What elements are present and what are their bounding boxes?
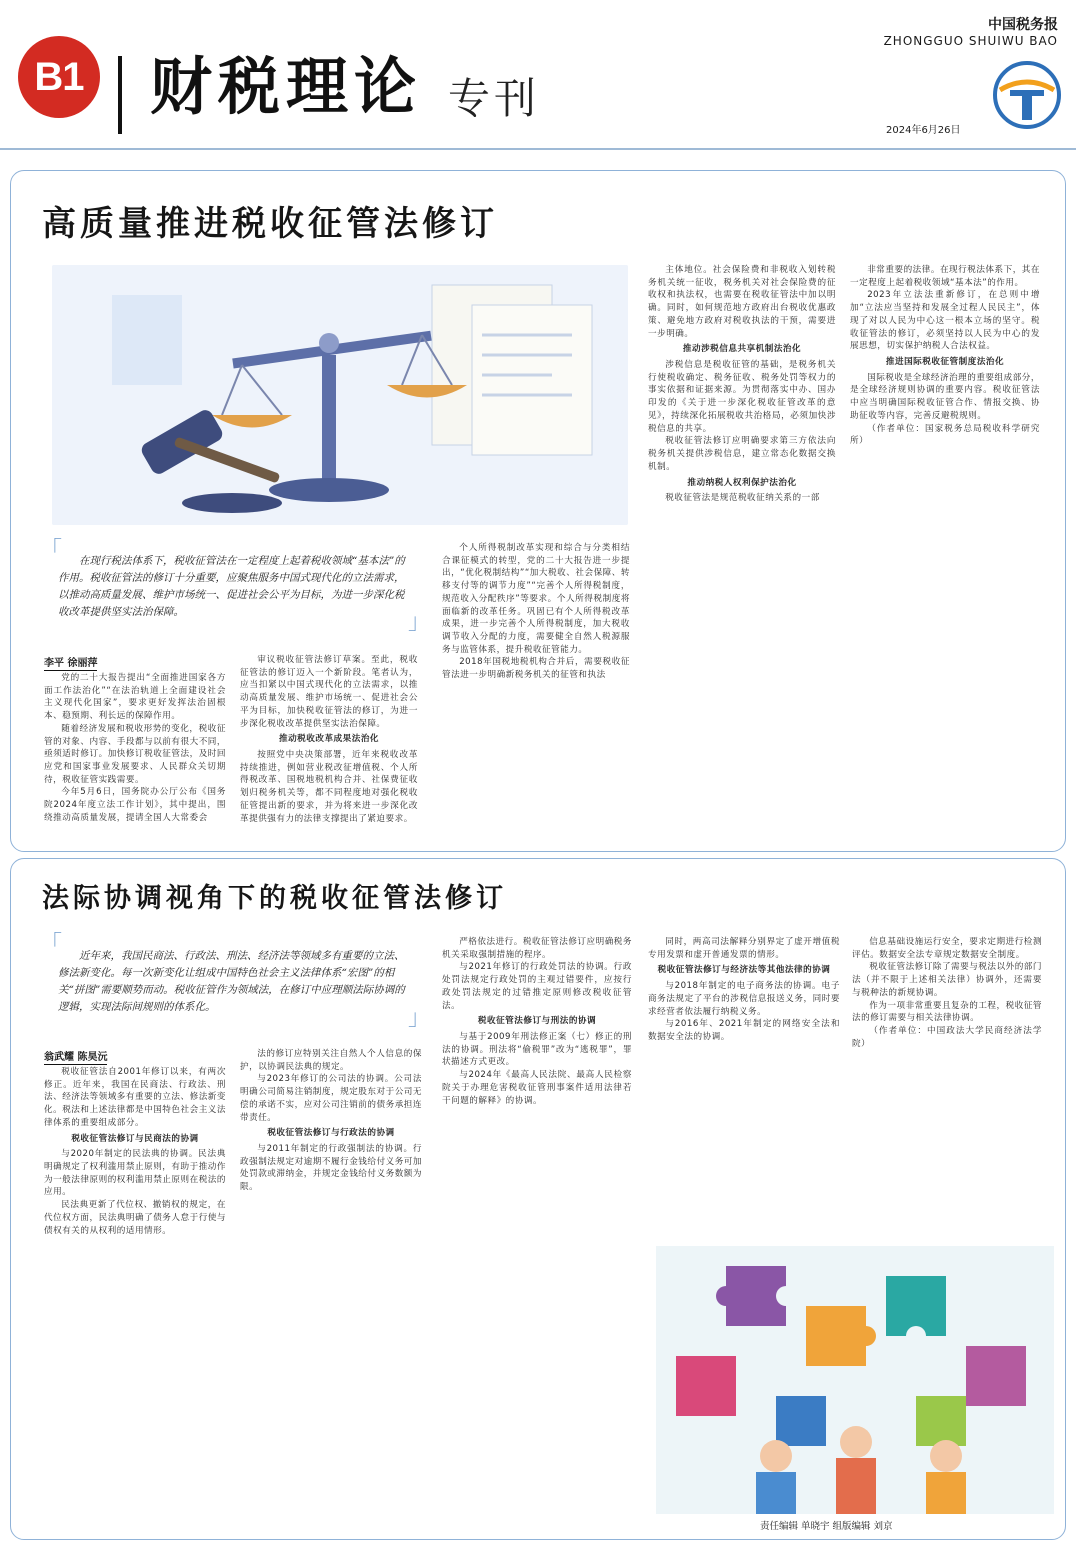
section-title: 财税理论 <box>150 50 423 123</box>
article-2-column-2 <box>240 1048 422 1528</box>
paragraph: （作者单位：中国政法大学民商经济法学院） <box>852 1026 1042 1049</box>
newspaper-logo-icon <box>992 60 1062 130</box>
paragraph: 与2020年制定的民法典的协调。民法典明确规定了权利滥用禁止原则，有助于推动作为一般法律原则的权利滥用禁止原则在税法的应用。 <box>44 1149 226 1198</box>
article-1-column-2 <box>240 654 418 842</box>
article-1-headline: 高质量推进税收征管法修订 <box>42 204 498 244</box>
article-2-column-1 <box>44 1066 226 1528</box>
subheading: 推动纳税人权利保护法治化 <box>687 477 797 488</box>
paragraph: 随着经济发展和税收形势的变化，税收征管的对象、内容、手段都与以前有很大不同，亟须适时修订。加快修订税收征管法，及时回应党和国家事业发展要求、人民群众关切期待，税收征管实践需要。 <box>44 723 226 785</box>
paragraph: 今年5月6日，国务院办公厅公布《国务院2024年度立法工作计划》，其中提出，围绕推动高质量发展，提请全国人大常委会 <box>44 787 226 823</box>
paragraph: 严格依法进行。税收征管法修订应明确税务机关采取强制措施的程序。 <box>442 937 632 960</box>
paragraph: 税收征管法修订除了需要与税法以外的部门法（并不限于上述相关法律）协调外，还需要与税种法的新规协调。 <box>852 962 1042 998</box>
subheading: 推进国际税收征管制度法治化 <box>885 357 1005 368</box>
paragraph: 信息基础设施运行安全，要求定期进行检测评估。数据安全法专章规定数据安全制度。 <box>852 937 1042 960</box>
paragraph: 作为一项非常重要且复杂的工程，税收征管法的修订需要与相关法律协调。 <box>852 1000 1042 1024</box>
paper-name-cn: 中国税务报 <box>988 17 1058 33</box>
paragraph: 与2018年制定的电子商务法的协调。电子商务法规定了平台的涉税信息报送义务，同时要求经营者依法履行纳税义务。 <box>648 981 840 1017</box>
quote-open-icon: 「 <box>40 932 63 957</box>
article-1-abstract: 在现行税法体系下，税收征管法在一定程度上起着税收领域“基本法”的作用。税收征管法的修订十分重要，应聚焦服务中国式现代化的立法需求，以推动高质量发展、维护市场统一、促进社会公平为目标，为进一步深化税收改革提供坚实法治保障。 <box>58 555 405 618</box>
paragraph: 按照党中央决策部署，近年来税收改革持续推进，例如营业税改征增值税、个人所得税改革、国税地税机构合并、社保费征收划归税务机关等，都不同程度地对强化税收征管提出新的要求，并为将来进一步深化改革提供强有力的法律支撑提出了紧迫要求。 <box>240 750 418 824</box>
subheading: 税收征管法修订与行政法的协调 <box>267 1128 395 1139</box>
paragraph: 非常重要的法律。在现行税法体系下，其在一定程度上起着税收领域“基本法”的作用。 <box>850 265 1040 288</box>
paragraph: 审议税收征管法修订草案。至此，税收征管法的修订迈入一个新阶段。笔者认为，应当扣紧以中国式现代化的立法需求，以推动高质量发展、维护市场统一、促进社会公平为目标，加快税收征管法的修订，为进一步深化税收改革提供坚实法治保障。 <box>240 655 418 729</box>
masthead-rule <box>0 148 1076 150</box>
paragraph: 党的二十大报告提出“全面推进国家各方面工作法治化”“在法治轨道上全面建设社会主义现代化国家”，要求更好发挥法治固根本、稳预期、利长远的保障作用。 <box>44 673 226 722</box>
section-badge: B1 <box>18 36 100 118</box>
paragraph: 涉税信息是税收征管的基础，是税务机关行使税收确定、税务征收、税务处罚等权力的事实依据和证据来源。为贯彻落实中办、国办印发的《关于进一步深化税收征管改革的意见》，持续深化拓展税收共治格局，必须加快涉税信息的共享。 <box>648 360 836 434</box>
masthead-divider <box>118 56 122 134</box>
quote-close-icon: 」 <box>408 610 431 635</box>
paragraph: 与2021年修订的行政处罚法的协调。行政处罚法规定行政处罚的主观过错要件，应按行政处罚法规定的过错推定原则修改税收征管法。 <box>442 962 632 1011</box>
article-2-column-4 <box>648 936 840 1238</box>
paragraph: 同时，两高司法解释分别界定了虚开增值税专用发票和虚开普通发票的情形。 <box>648 937 840 960</box>
article-1-column-5 <box>850 264 1040 842</box>
quote-close-icon: 」 <box>408 1006 431 1031</box>
article-1-column-3 <box>442 542 630 842</box>
subheading: 推动税收改革成果法治化 <box>278 734 380 745</box>
paragraph: 与2024年《最高人民法院、最高人民检察院关于办理危害税收征管刑事案件适用法律若干问题的解释》的协调。 <box>442 1070 632 1106</box>
paragraph: 法的修订应特别关注自然人个人信息的保护，以协调民法典的规定。 <box>240 1049 422 1072</box>
subheading: 推动涉税信息共享机制法治化 <box>682 344 802 355</box>
paragraph: 国际税收是全球经济治理的重要组成部分，是全球经济规则协调的重要内容。税收征管法中应当明确国际税收征管合作、情报交换、协助征收等内容，完善反避税规则。 <box>850 372 1040 421</box>
puzzle-teamwork-illustration <box>656 1246 1054 1514</box>
paragraph: 与2016年、2021年制定的网络安全法和数据安全法的协调。 <box>648 1019 840 1043</box>
paper-name-en: ZHONGGUO SHUIWU BAO <box>883 34 1058 48</box>
article-2-abstract: 近年来，我国民商法、行政法、刑法、经济法等领域多有重要的立法、修法新变化。每一次新变化让组成中国特色社会主义法律体系“宏图”的相关“拼图”需要顺势而动。税收征管作为领域法，在修订中应理顺法际协调的逻辑，实现法际间规则的体系化。 <box>58 950 405 1013</box>
paragraph: 与基于2009年刑法修正案（七）修正的刑法的协调。刑法将“偷税罪”改为“逃税罪”，罪状描述方式更改。 <box>442 1032 632 1068</box>
scales-of-justice-illustration <box>52 265 628 525</box>
editor-credit: 责任编辑 单晓宇 组版编辑 刘京 <box>760 1521 893 1532</box>
paragraph: 与2023年修订的公司法的协调。公司法明确公司简易注销制度，规定股东对于公司无偿的承诺不实，应对公司注销前的债务承担连带责任。 <box>240 1074 422 1123</box>
article-1-column-4 <box>648 264 836 842</box>
paragraph: 与2011年制定的行政强制法的协调。行政强制法规定对逾期不履行金钱给付义务可加处罚款或滞纳金，并规定金钱给付义务数额为限。 <box>240 1144 422 1193</box>
paragraph: 税收征管法修订应明确要求第三方依法向税务机关提供涉税信息，建立常态化数据交换机制。 <box>648 436 836 472</box>
article-2-author: 翁武耀 陈昊沅 <box>44 1048 107 1065</box>
paragraph: 2018年国税地税机构合并后，需要税收征管法进一步明确新税务机关的征管和执法 <box>442 657 630 681</box>
paragraph: 民法典更新了代位权、撤销权的规定，在代位权方面，民法典明确了债务人怠于行使与债权有关的从权利的适用情形。 <box>44 1200 226 1236</box>
article-1-author: 李平 徐丽萍 <box>44 654 97 671</box>
section-subtitle: 专刊 <box>448 74 541 123</box>
subheading: 税收征管法修订与民商法的协调 <box>71 1133 199 1144</box>
article-2-headline: 法际协调视角下的税收征管法修订 <box>42 883 507 914</box>
paragraph: 2023年立法法重新修订，在总则中增加“立法应当坚持和发展全过程人民民主”，体现了对以人民为中心这一根本立场的坚守。税收征管法的修订，必须坚持以人民为中心的发展思想，切实保护纳税人合法权益。 <box>850 290 1040 352</box>
quote-open-icon: 「 <box>40 538 63 563</box>
article-2-column-5 <box>852 936 1042 1238</box>
paragraph: 税收征管法是规范税收征纳关系的一部 <box>665 493 820 504</box>
article-1-column-1 <box>44 672 226 842</box>
paragraph: （作者单位：国家税务总局税收科学研究所） <box>850 423 1040 447</box>
paragraph: 税收征管法自2001年修订以来，有两次修正。近年来，我国在民商法、行政法、刑法、经济法等领域多有重要的立法、修法新变化。税法和上述法律都是中国特色社会主义法律体系的重要组成部分。 <box>44 1067 226 1128</box>
article-2-column-3 <box>442 936 632 1528</box>
subheading: 税收征管法修订与刑法的协调 <box>477 1016 597 1027</box>
subheading: 税收征管法修订与经济法等其他法律的协调 <box>657 965 831 976</box>
publish-date: 2024年6月26日 <box>886 125 961 136</box>
paragraph: 个人所得税制改革实现和综合与分类相结合课征模式的转型，党的二十大报告进一步提出，“优化税制结构”“加大税收、社会保障、转移支付等的调节力度”“完善个人所得税制度，规范收入分配秩序”等要求。个人所得税制度将面临新的改革任务。巩固已有个人所得税改革成果，进一步完善个人所得税制度，加大税收调节收入分配的力度，需要健全自然人税源服务与监管体系，提升税收征管能力。 <box>442 543 630 655</box>
paragraph: 主体地位。社会保险费和非税收入划转税务机关统一征收，税务机关对社会保险费的征收权和执法权，也需要在税收征管法中加以明确。同时，如何规范地方政府出台税收优惠政策、避免地方政府对税收执法的干预，需要进一步明确。 <box>648 265 836 339</box>
